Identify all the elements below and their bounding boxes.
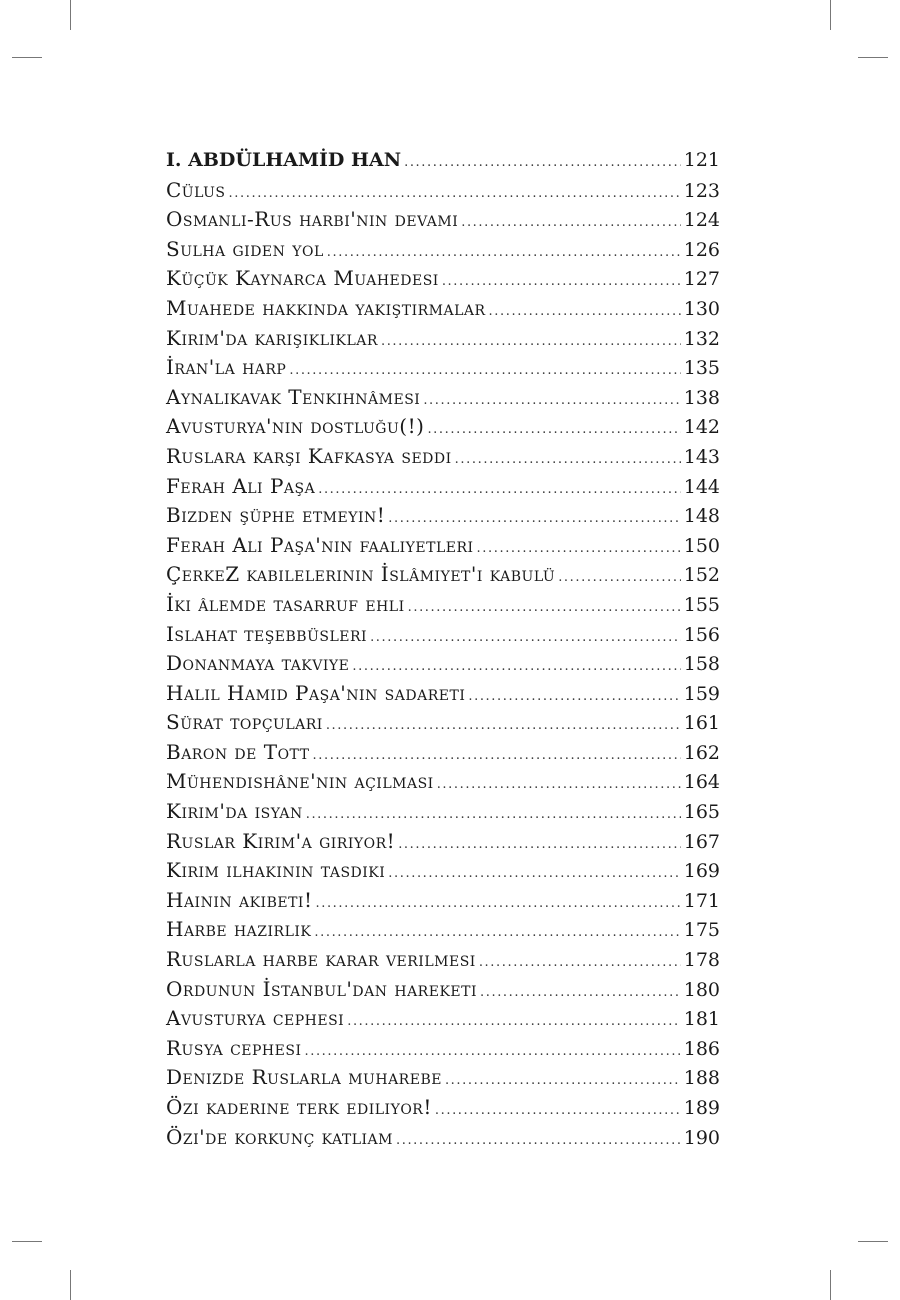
toc-entry-title: Ruslar Kırım'a giriyor! bbox=[166, 828, 396, 853]
toc-entry-title: Kırım'da karışıklıklar bbox=[166, 325, 378, 350]
toc-entry-title: Küçük Kaynarca Muahedesi bbox=[166, 266, 439, 291]
dot-leader bbox=[306, 800, 681, 830]
toc-entry bbox=[166, 531, 720, 561]
table-of-contents bbox=[166, 146, 720, 1152]
toc-entry-page-number: 175 bbox=[683, 919, 720, 942]
toc-entry bbox=[166, 560, 720, 590]
dot-leader bbox=[352, 652, 680, 682]
toc-entry-title: Ruslara karşı Kafkasya seddi bbox=[166, 443, 452, 468]
toc-entry-page-number: 135 bbox=[683, 357, 720, 380]
dot-leader bbox=[427, 415, 680, 445]
dot-leader bbox=[558, 563, 681, 593]
dot-leader bbox=[461, 208, 681, 238]
toc-entry-title: Osmanlı-Rus harbi'nin devamı bbox=[166, 207, 459, 232]
toc-entry-page-number: 165 bbox=[683, 801, 720, 824]
toc-main-entry bbox=[166, 146, 720, 176]
dot-leader bbox=[327, 238, 681, 268]
toc-entry bbox=[166, 945, 720, 975]
toc-entry-title: Baron de Tott bbox=[166, 739, 310, 764]
toc-entry-page-number: 143 bbox=[683, 445, 720, 468]
toc-entry-page-number: 162 bbox=[683, 741, 720, 764]
toc-entry-page-number: 188 bbox=[683, 1067, 720, 1090]
dot-leader bbox=[455, 445, 681, 475]
dot-leader bbox=[445, 1066, 681, 1096]
toc-entry-page-number: 156 bbox=[683, 623, 720, 646]
crop-mark-top-left bbox=[70, 0, 71, 30]
toc-entry-title: Kırım ilhakının tasdiki bbox=[166, 858, 386, 883]
dot-leader bbox=[479, 948, 681, 978]
toc-entry bbox=[166, 324, 720, 354]
toc-entry bbox=[166, 590, 720, 620]
toc-entry-title: Donanmaya takviye bbox=[166, 651, 350, 676]
dot-leader bbox=[326, 711, 681, 741]
toc-entry-title: Muahede hakkında yakıştırmalar bbox=[166, 295, 486, 320]
toc-entry bbox=[166, 915, 720, 945]
toc-entry bbox=[166, 472, 720, 502]
toc-entry bbox=[166, 205, 720, 235]
dot-leader bbox=[289, 356, 680, 386]
toc-entry-title: Ordunun İstanbul'dan hareketi bbox=[166, 976, 477, 1001]
dot-leader bbox=[398, 830, 681, 860]
toc-entry bbox=[166, 383, 720, 413]
toc-entry-page-number: 180 bbox=[683, 978, 720, 1001]
dot-leader bbox=[404, 148, 681, 178]
toc-entry bbox=[166, 679, 720, 709]
toc-entry-title: Harbe hazırlık bbox=[166, 917, 312, 942]
toc-entry bbox=[166, 620, 720, 650]
toc-entry-title: Ferah Ali Paşa bbox=[166, 473, 316, 498]
toc-entry-page-number: 121 bbox=[683, 149, 720, 171]
toc-entry-page-number: 132 bbox=[683, 327, 720, 350]
toc-entry-title: İki âlemde tasarruf ehli bbox=[166, 591, 405, 616]
dot-leader bbox=[423, 386, 680, 416]
toc-entry-title: Ferah Ali Paşa'nın faaliyetleri bbox=[166, 532, 474, 557]
toc-entry bbox=[166, 1063, 720, 1093]
toc-entry bbox=[166, 412, 720, 442]
toc-entry-title: Mühendishâne'nin açılması bbox=[166, 769, 434, 794]
crop-mark-bottom-right bbox=[830, 1270, 831, 1300]
crop-mark-bottom-left bbox=[70, 1270, 71, 1300]
toc-entry-page-number: 161 bbox=[683, 712, 720, 735]
dot-leader bbox=[408, 593, 681, 623]
toc-entry-page-number: 126 bbox=[683, 238, 720, 261]
toc-entry-page-number: 155 bbox=[683, 593, 720, 616]
toc-entry-page-number: 178 bbox=[683, 949, 720, 972]
dot-leader bbox=[442, 267, 681, 297]
toc-entry-title: Halil Hamid Paşa'nın sadareti bbox=[166, 680, 466, 705]
toc-entry-page-number: 181 bbox=[683, 1008, 720, 1031]
toc-entry-page-number: 190 bbox=[683, 1126, 720, 1149]
toc-entry-title: Avusturya'nın dostluğu(!) bbox=[166, 414, 425, 439]
toc-entry bbox=[166, 353, 720, 383]
crop-mark-right-bottom bbox=[858, 1241, 888, 1242]
toc-entry-page-number: 158 bbox=[683, 653, 720, 676]
crop-mark-left-top bbox=[12, 57, 42, 58]
toc-entry bbox=[166, 294, 720, 324]
toc-entry-page-number: 138 bbox=[683, 386, 720, 409]
toc-entry-page-number: 148 bbox=[683, 505, 720, 528]
toc-entry-page-number: 142 bbox=[683, 416, 720, 439]
toc-entry-title: Kırım'da isyan bbox=[166, 799, 303, 824]
toc-entry-page-number: 164 bbox=[683, 771, 720, 794]
toc-entry bbox=[166, 442, 720, 472]
dot-leader bbox=[381, 327, 681, 357]
crop-mark-right-top bbox=[858, 57, 888, 58]
toc-entry-title: Bizden şüphe etmeyin! bbox=[166, 503, 386, 528]
toc-entry-title: I. ABDÜLHAMİD HAN bbox=[166, 149, 402, 171]
toc-entry-title: ÇerkeZ kabilelerinin İslâmiyet'i kabulü bbox=[166, 562, 556, 587]
toc-entry bbox=[166, 1004, 720, 1034]
toc-entry bbox=[166, 501, 720, 531]
toc-entry bbox=[166, 856, 720, 886]
toc-entry bbox=[166, 767, 720, 797]
toc-entry-page-number: 123 bbox=[683, 179, 720, 202]
toc-entry-title: Özi'de korkunç katliam bbox=[166, 1124, 393, 1149]
dot-leader bbox=[388, 504, 680, 534]
toc-entry-page-number: 186 bbox=[683, 1037, 720, 1060]
toc-entry bbox=[166, 738, 720, 768]
toc-entry-title: Denizde Ruslarla muharebe bbox=[166, 1065, 442, 1090]
crop-mark-left-bottom bbox=[12, 1241, 42, 1242]
dot-leader bbox=[315, 889, 680, 919]
toc-entry-title: Özi kaderine terk ediliyor! bbox=[166, 1095, 432, 1119]
toc-entry-title: Ruslarla harbe karar verilmesi bbox=[166, 947, 476, 972]
dot-leader bbox=[347, 1007, 681, 1037]
toc-entry-page-number: 152 bbox=[683, 564, 720, 587]
toc-entry-page-number: 127 bbox=[683, 268, 720, 291]
toc-entry bbox=[166, 1093, 720, 1123]
toc-entry-title: Sulha giden yol bbox=[166, 236, 324, 261]
toc-entry-title: Rusya cephesi bbox=[166, 1035, 302, 1060]
dot-leader bbox=[370, 623, 681, 653]
dot-leader bbox=[229, 179, 681, 209]
dot-leader bbox=[396, 1126, 681, 1156]
toc-entry-title: Cülus bbox=[166, 177, 226, 202]
toc-entry bbox=[166, 886, 720, 916]
dot-leader bbox=[314, 918, 680, 948]
toc-entry-page-number: 189 bbox=[683, 1097, 720, 1119]
dot-leader bbox=[318, 475, 681, 505]
toc-entry-title: Islahat teşebbüsleri bbox=[166, 621, 368, 646]
toc-entry-page-number: 159 bbox=[683, 682, 720, 705]
toc-entry-page-number: 169 bbox=[683, 860, 720, 883]
toc-entry bbox=[166, 235, 720, 265]
toc-entry-page-number: 171 bbox=[683, 889, 720, 912]
dot-leader bbox=[313, 741, 681, 771]
toc-entry-page-number: 150 bbox=[683, 534, 720, 557]
dot-leader bbox=[304, 1037, 680, 1067]
toc-entry-title: Avusturya cephesi bbox=[166, 1006, 345, 1031]
toc-entry bbox=[166, 827, 720, 857]
dot-leader bbox=[435, 1096, 681, 1126]
toc-entry bbox=[166, 649, 720, 679]
toc-entry bbox=[166, 797, 720, 827]
dot-leader bbox=[437, 770, 681, 800]
toc-entry bbox=[166, 176, 720, 206]
toc-entry bbox=[166, 708, 720, 738]
toc-entry-page-number: 167 bbox=[683, 830, 720, 853]
dot-leader bbox=[388, 859, 680, 889]
toc-entry-page-number: 144 bbox=[683, 475, 720, 498]
toc-entry bbox=[166, 975, 720, 1005]
toc-entry-page-number: 130 bbox=[683, 297, 720, 320]
dot-leader bbox=[489, 297, 681, 327]
toc-entry-title: İran'la harp bbox=[166, 355, 287, 380]
toc-entry-title: Hainin akıbeti! bbox=[166, 887, 313, 912]
dot-leader bbox=[480, 978, 681, 1008]
dot-leader bbox=[468, 682, 680, 712]
toc-entry bbox=[166, 1034, 720, 1064]
toc-entry-title: Aynalıkavak Tenkihnâmesi bbox=[166, 384, 421, 409]
crop-mark-top-right bbox=[830, 0, 831, 30]
dot-leader bbox=[477, 534, 681, 564]
toc-entry-page-number: 124 bbox=[683, 209, 720, 232]
toc-entry bbox=[166, 264, 720, 294]
toc-entry bbox=[166, 1123, 720, 1153]
toc-entry-title: Sürat topçuları bbox=[166, 710, 323, 735]
